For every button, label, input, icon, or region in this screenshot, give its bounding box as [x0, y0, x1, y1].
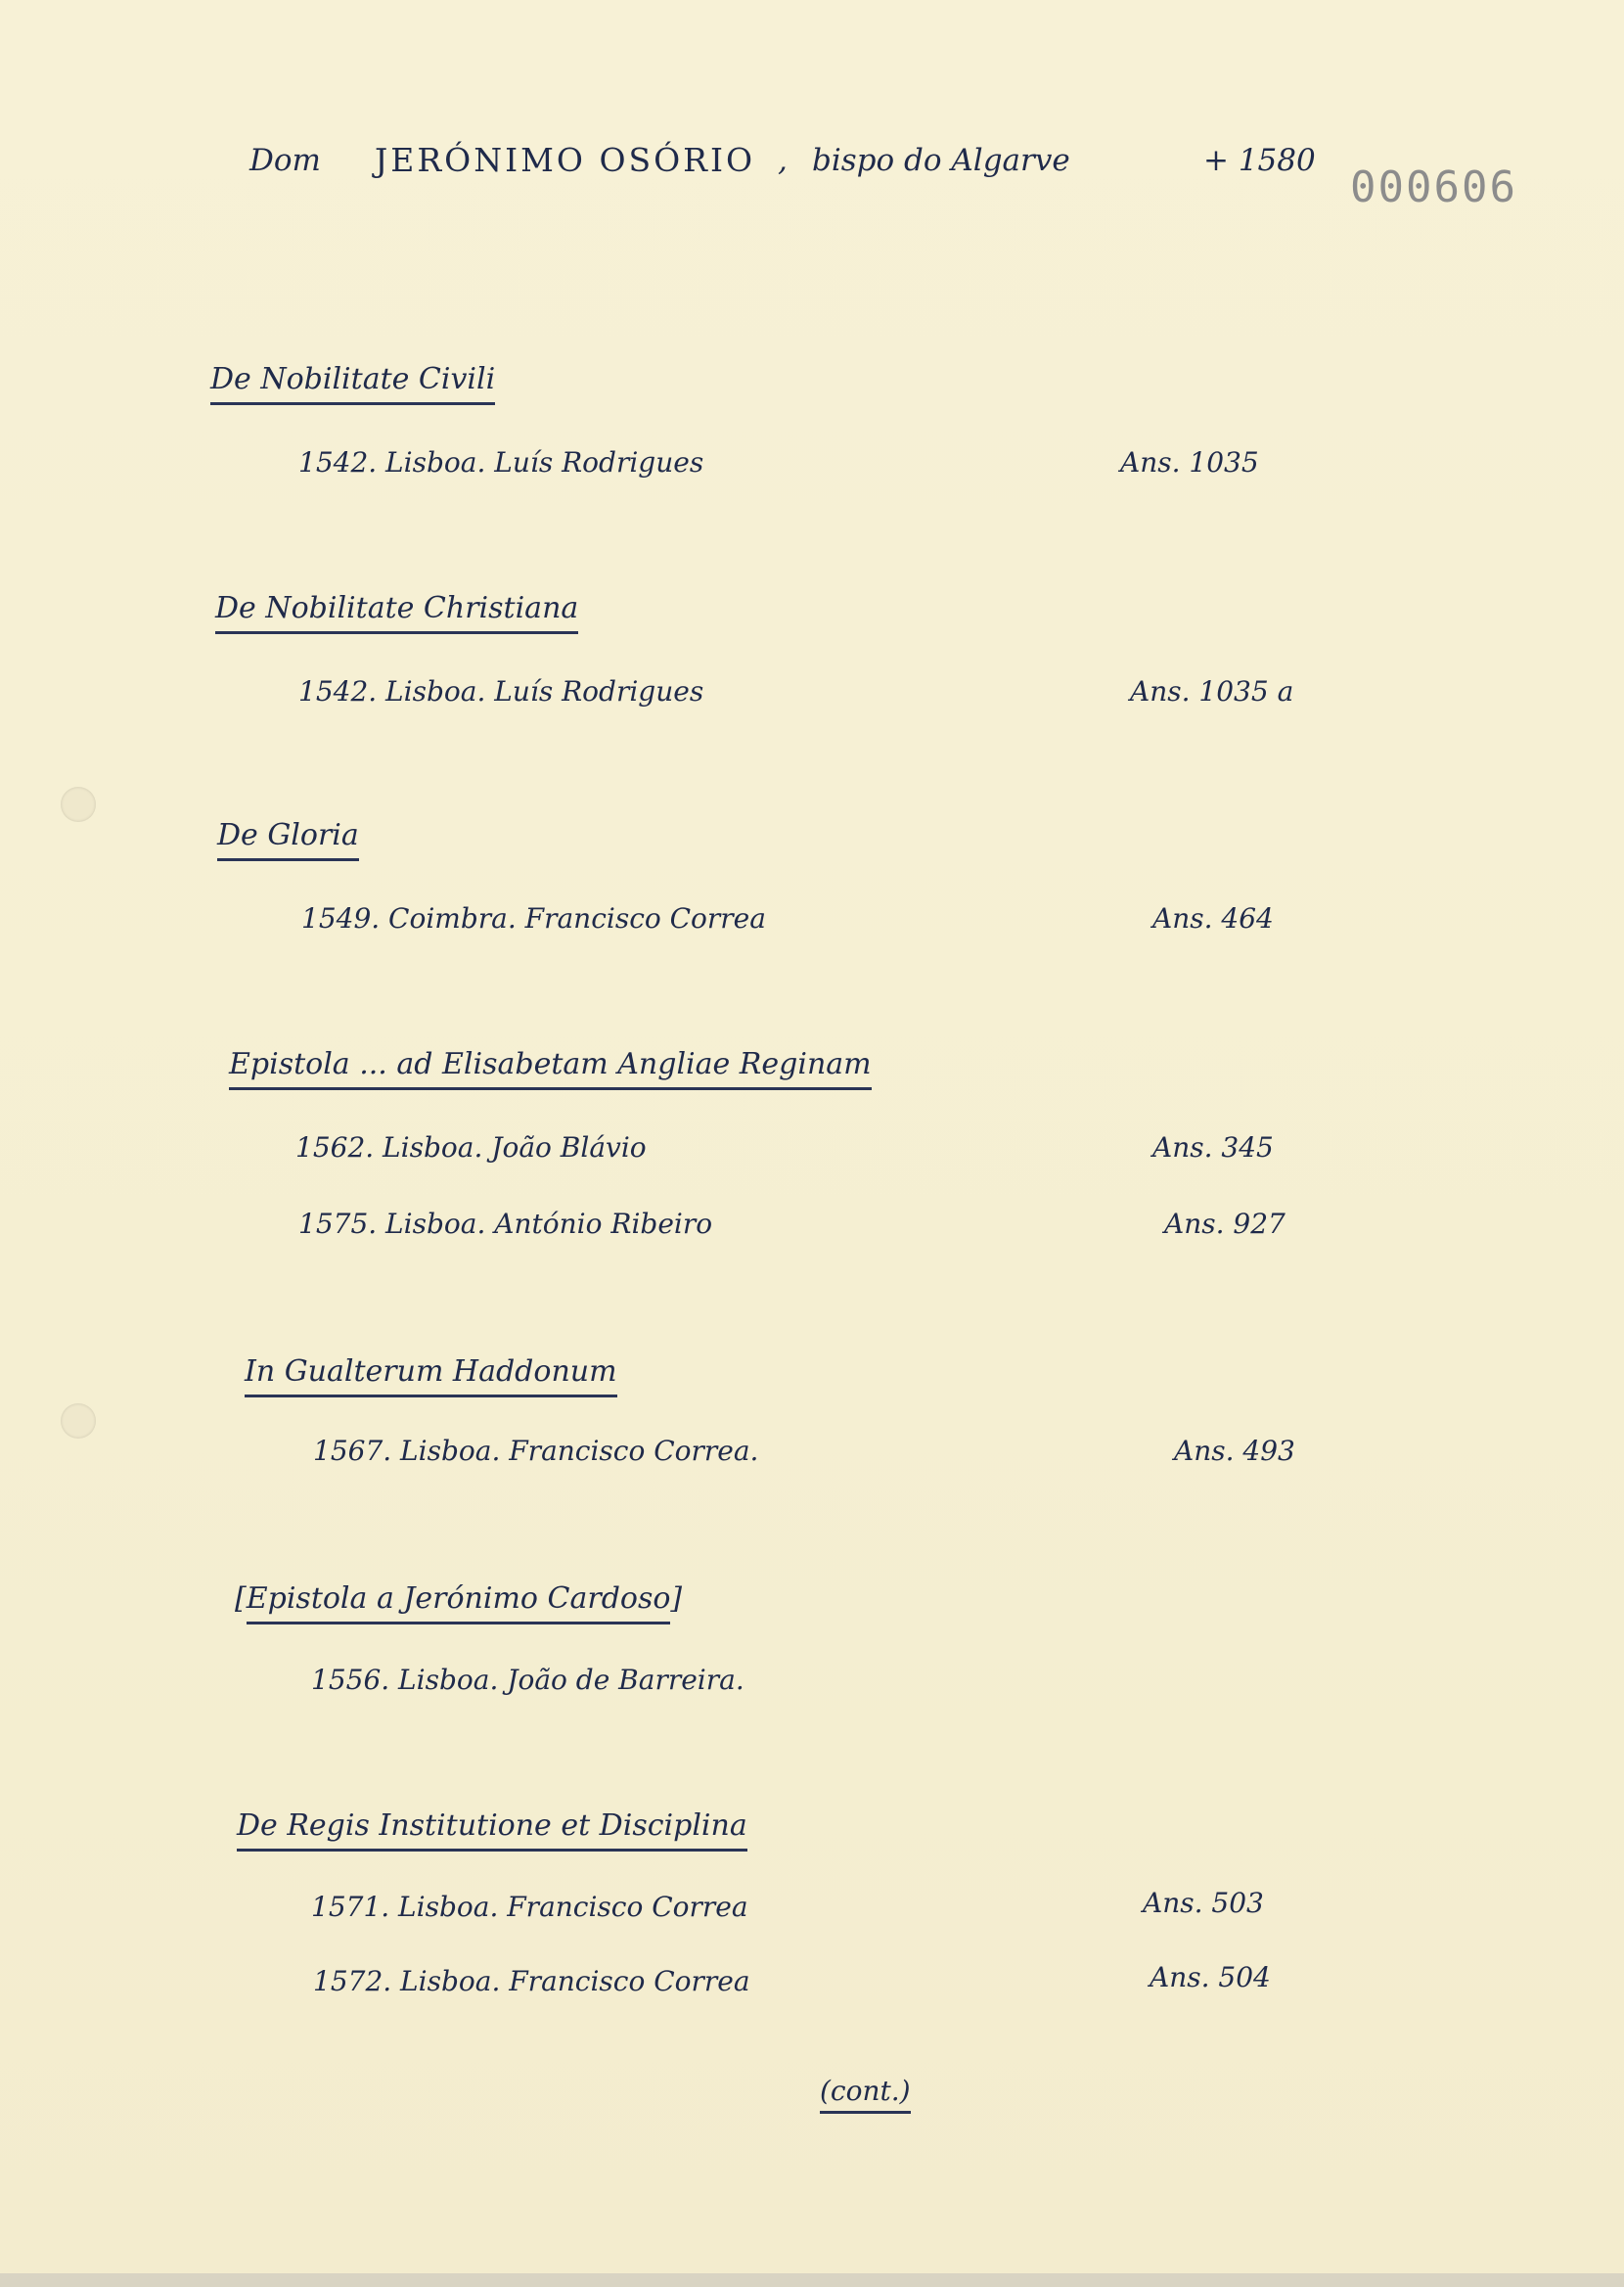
shelf-mark: Ans. 503	[1143, 1887, 1264, 1919]
shelf-mark: Ans. 1035	[1120, 446, 1259, 479]
edition-line: 1571. Lisboa. Francisco Correa	[311, 1891, 748, 1923]
edition-line: 1567. Lisboa. Francisco Correa.	[313, 1435, 759, 1467]
bracket-close: ]	[670, 1581, 683, 1616]
bracket-open: [	[235, 1581, 247, 1616]
header-prefix: Dom	[249, 143, 321, 178]
header-separator: ,	[778, 143, 788, 178]
shelf-mark: Ans. 493	[1174, 1435, 1295, 1467]
entry-title: De Nobilitate Christiana	[215, 591, 578, 634]
edition-line: 1542. Lisboa. Luís Rodrigues	[298, 675, 704, 708]
continuation-text: (cont.)	[820, 2075, 911, 2114]
scan-edge	[0, 2273, 1624, 2287]
shelf-mark: Ans. 345	[1152, 1131, 1274, 1164]
continuation-note	[820, 2075, 911, 2107]
catalog-stamp-number: 000606	[1350, 162, 1517, 212]
entry-title: Epistola ... ad Elisabetam Angliae Reginam	[229, 1047, 872, 1090]
death-year: + 1580	[1203, 143, 1316, 178]
entry-title: De Gloria	[217, 818, 359, 861]
edition-line: 1549. Coimbra. Francisco Correa	[301, 902, 766, 935]
edition-line: 1556. Lisboa. João de Barreira.	[311, 1664, 744, 1696]
entry-title: In Gualterum Haddonum	[245, 1354, 617, 1397]
entry-title-bracketed	[235, 1581, 682, 1622]
author-role: bispo do Algarve	[812, 143, 1070, 178]
shelf-mark: Ans. 1035 a	[1130, 675, 1294, 708]
edition-line: 1572. Lisboa. Francisco Correa	[313, 1965, 750, 1997]
card-header	[249, 137, 1521, 196]
shelf-mark: Ans. 464	[1152, 902, 1274, 935]
entry-title-text: Epistola a Jerónimo Cardoso	[247, 1581, 671, 1624]
shelf-mark: Ans. 504	[1150, 1961, 1271, 1993]
entry-title: De Regis Institutione et Disciplina	[237, 1808, 747, 1852]
punch-hole-upper	[61, 787, 96, 822]
edition-line: 1575. Lisboa. António Ribeiro	[298, 1208, 713, 1240]
punch-hole-lower	[61, 1403, 96, 1439]
author-name: JERÓNIMO OSÓRIO	[375, 141, 756, 179]
edition-line: 1542. Lisboa. Luís Rodrigues	[298, 446, 704, 479]
edition-line: 1562. Lisboa. João Blávio	[295, 1131, 647, 1164]
entry-title: De Nobilitate Civili	[210, 362, 495, 405]
shelf-mark: Ans. 927	[1164, 1208, 1286, 1240]
